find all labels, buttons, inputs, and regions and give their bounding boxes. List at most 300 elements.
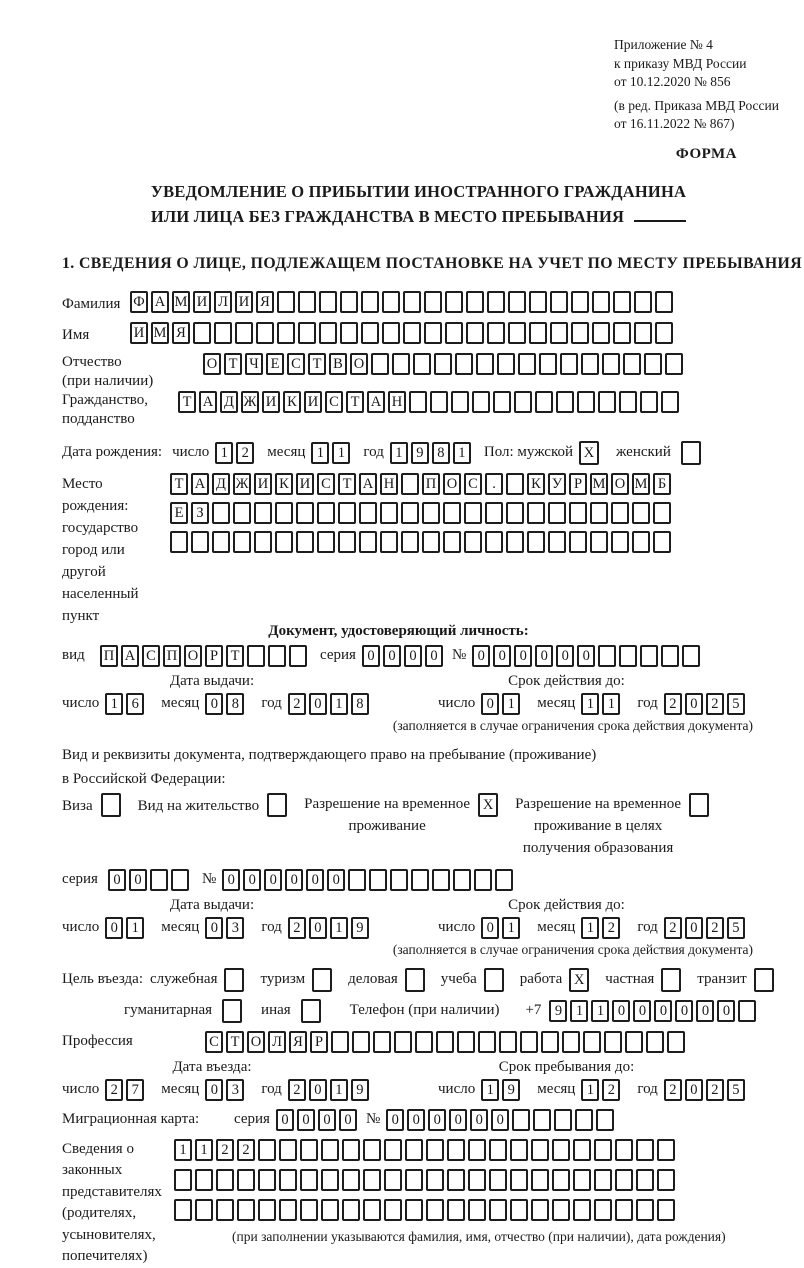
form-cell [279, 1139, 297, 1161]
entry-year-cells [288, 1079, 372, 1101]
form-cell: 3 [226, 917, 244, 939]
form-cell: 1 [453, 442, 471, 464]
sex-female-label: женский [616, 444, 671, 460]
form-cell [497, 353, 515, 375]
form-cell: 2 [216, 1139, 234, 1161]
form-cell [237, 1169, 255, 1191]
form-cell [653, 502, 671, 524]
form-cell [254, 502, 272, 524]
form-cell [445, 291, 463, 313]
form-cell [556, 391, 574, 413]
form-cell: 3 [226, 1079, 244, 1101]
form-cell [363, 1139, 381, 1161]
stay-doc-number-cells [222, 869, 516, 891]
form-cell: И [193, 291, 211, 313]
form-cell: 9 [411, 442, 429, 464]
form-cell [611, 531, 629, 553]
form-cell: Ж [233, 473, 251, 495]
given-name-cells [130, 322, 676, 344]
year-label: год [637, 1081, 658, 1097]
form-cell [447, 1169, 465, 1191]
title-underline [634, 220, 686, 222]
issue-year-cells [288, 693, 372, 715]
representatives-row3-cells [174, 1199, 726, 1221]
purpose-other-checkbox [301, 999, 324, 1023]
day-label: число [62, 1081, 100, 1097]
stay-doc-issue-date [62, 917, 422, 939]
form-cell: 0 [327, 869, 345, 891]
form-cell: 1 [481, 1079, 499, 1101]
form-cell: М [151, 322, 169, 344]
form-cell [455, 353, 473, 375]
form-cell: 0 [633, 1000, 651, 1022]
valid-year-cells [664, 693, 748, 715]
patronymic-row [62, 353, 775, 391]
form-cell [268, 645, 286, 667]
form-cell [529, 322, 547, 344]
form-cell [661, 391, 679, 413]
form-cell [384, 1169, 402, 1191]
form-cell: 0 [309, 917, 327, 939]
form-cell [592, 322, 610, 344]
citizenship-row [62, 391, 775, 429]
series-label: серия [234, 1111, 270, 1127]
temp-residence-option [304, 793, 501, 837]
form-cell [485, 531, 503, 553]
form-cell [224, 968, 244, 992]
form-cell: У [548, 473, 566, 495]
form-cell [338, 531, 356, 553]
form-cell [615, 1199, 633, 1221]
form-cell [237, 1199, 255, 1221]
form-cell [539, 353, 557, 375]
form-cell: 0 [264, 869, 282, 891]
form-cell [371, 353, 389, 375]
valid-until-header: Срок действия до: [508, 896, 625, 913]
form-cell: Я [172, 322, 190, 344]
form-cell [359, 502, 377, 524]
form-cell [562, 1031, 580, 1053]
entry-purpose-label: Цель въезда: [62, 971, 143, 987]
purpose-option-label: гуманитарная [124, 1002, 213, 1018]
form-cell: И [262, 391, 280, 413]
form-cell: 5 [727, 917, 745, 939]
form-cell: 9 [502, 1079, 520, 1101]
form-cell: С [205, 1031, 223, 1053]
form-cell [590, 531, 608, 553]
form-cell [101, 793, 121, 817]
form-cell [258, 1169, 276, 1191]
form-cell [430, 391, 448, 413]
form-cell [602, 353, 620, 375]
form-cell: О [184, 645, 202, 667]
form-cell: Е [170, 502, 188, 524]
form-cell: О [443, 473, 461, 495]
form-cell [738, 1000, 756, 1022]
form-cell [571, 291, 589, 313]
form-cell: 0 [428, 1109, 446, 1131]
migration-card-number-cells [386, 1109, 617, 1131]
form-cell [405, 968, 425, 992]
form-cell: И [235, 291, 253, 313]
day-label: число [438, 1081, 476, 1097]
migration-card-series-cells [276, 1109, 360, 1131]
representatives-row2-cells [174, 1169, 726, 1191]
form-cell [594, 1139, 612, 1161]
valid-day-cells [481, 693, 523, 715]
form-cell [615, 1169, 633, 1191]
temp-residence-checkbox [478, 793, 501, 817]
form-cell: 1 [330, 1079, 348, 1101]
restriction-note: (заполняется в случае ограничения срока действия документа) [392, 717, 753, 733]
form-cell: Ж [241, 391, 259, 413]
form-cell: Я [256, 291, 274, 313]
valid-until-header: Срок действия до: [508, 672, 625, 689]
form-cell: И [296, 473, 314, 495]
form-cell: П [100, 645, 118, 667]
stay-doc-series-row [62, 869, 775, 891]
form-cell: А [199, 391, 217, 413]
form-cell [594, 1169, 612, 1191]
day-label: число [62, 695, 100, 711]
form-cell [195, 1199, 213, 1221]
form-cell: 9 [351, 917, 369, 939]
form-cell: Т [226, 1031, 244, 1053]
section1-heading: 1. СВЕДЕНИЯ О ЛИЦЕ, ПОДЛЕЖАЩЕМ ПОСТАНОВКЕ НА УЧЕТ ПО МЕСТУ ПРЕБЫВАНИЯ [62, 254, 803, 272]
form-cell [510, 1199, 528, 1221]
form-cell [415, 1031, 433, 1053]
month-label: месяц [267, 444, 306, 460]
form-cell: 0 [339, 1109, 357, 1131]
form-cell [277, 291, 295, 313]
migration-card-label: Миграционная карта: [62, 1111, 200, 1127]
form-cell: 2 [236, 442, 254, 464]
form-cell [632, 531, 650, 553]
form-cell [569, 531, 587, 553]
form-cell: З [191, 502, 209, 524]
form-cell: 1 [570, 1000, 588, 1022]
form-cell: Т [338, 473, 356, 495]
form-cell [296, 502, 314, 524]
entry-month-cells [205, 1079, 247, 1101]
form-cell: 1 [390, 442, 408, 464]
form-cell [434, 353, 452, 375]
series-label: серия [320, 647, 356, 663]
form-cell [312, 968, 332, 992]
form-cell [661, 968, 681, 992]
form-cell: К [275, 473, 293, 495]
form-cell [466, 291, 484, 313]
profession-row [62, 1031, 775, 1053]
form-cell: 2 [237, 1139, 255, 1161]
form-cell: 0 [362, 645, 380, 667]
birth-place-row1-cells [170, 473, 674, 495]
form-cell [682, 645, 700, 667]
header-line: от 10.12.2020 № 856 [614, 74, 731, 89]
form-cell: 0 [675, 1000, 693, 1022]
form-cell [424, 291, 442, 313]
form-cell [592, 291, 610, 313]
form-cell: М [590, 473, 608, 495]
entry-day-cells [105, 1079, 147, 1101]
form-cell: X [569, 968, 589, 992]
form-cell [611, 502, 629, 524]
form-cell [233, 531, 251, 553]
form-cell [541, 1031, 559, 1053]
form-cell: 1 [174, 1139, 192, 1161]
form-cell [258, 1139, 276, 1161]
form-cell [655, 291, 673, 313]
form-cell: 2 [664, 917, 682, 939]
profession-cells [205, 1031, 688, 1053]
representatives-label: Сведения о законных представителях (родителях, усыновителях, попечителях) [62, 1140, 162, 1264]
month-label: месяц [161, 695, 200, 711]
form-cell: О [247, 1031, 265, 1053]
series-label: серия [62, 871, 98, 887]
form-cell [191, 531, 209, 553]
form-cell: 6 [126, 693, 144, 715]
form-cell [510, 1169, 528, 1191]
form-cell [401, 502, 419, 524]
form-cell: 0 [129, 869, 147, 891]
form-cell [657, 1199, 675, 1221]
form-cell [550, 322, 568, 344]
month-label: месяц [537, 919, 576, 935]
form-cell: Б [653, 473, 671, 495]
form-cell [531, 1169, 549, 1191]
phone-cells [549, 1000, 759, 1022]
form-cell: 2 [105, 1079, 123, 1101]
form-cell [443, 502, 461, 524]
form-cell [598, 645, 616, 667]
issue-date-header: Дата выдачи: [169, 896, 255, 913]
form-cell: 0 [306, 869, 324, 891]
form-cell [321, 1139, 339, 1161]
form-cell: 2 [664, 1079, 682, 1101]
form-title-line1: УВЕДОМЛЕНИЕ О ПРИБЫТИИ ИНОСТРАННОГО ГРАЖДАНИНА [150, 181, 687, 201]
header-line: (в ред. Приказа МВД России [614, 97, 779, 113]
form-cell [298, 291, 316, 313]
year-label: год [261, 919, 282, 935]
form-cell: 2 [706, 1079, 724, 1101]
form-cell [301, 999, 321, 1023]
form-cell: 0 [685, 693, 703, 715]
form-cell [583, 1031, 601, 1053]
form-cell: А [359, 473, 377, 495]
form-cell [254, 531, 272, 553]
form-cell [411, 869, 429, 891]
birth-place-row3-cells [170, 531, 674, 553]
form-cell: 1 [602, 693, 620, 715]
form-cell [150, 869, 168, 891]
form-cell [667, 1031, 685, 1053]
identity-doc-kind-row [62, 645, 775, 667]
form-cell [275, 531, 293, 553]
form-cell: 1 [215, 442, 233, 464]
form-cell [657, 1139, 675, 1161]
stay-doc-series-cells [108, 869, 192, 891]
valid-day-cells [481, 917, 523, 939]
stay-doc-dates [62, 897, 775, 939]
purpose-option-label: служебная [149, 971, 218, 987]
form-cell: 1 [581, 1079, 599, 1101]
edu-residence-option [515, 793, 712, 859]
birth-date-label: Дата рождения: [62, 444, 163, 460]
form-cell [447, 1199, 465, 1221]
form-cell [405, 1139, 423, 1161]
form-cell: Т [170, 473, 188, 495]
form-cell [596, 1109, 614, 1131]
form-cell [300, 1199, 318, 1221]
profession-label: Профессия [62, 1033, 133, 1049]
form-cell: С [325, 391, 343, 413]
form-cell [512, 1109, 530, 1131]
form-cell [575, 1109, 593, 1131]
representatives-note: (при заполнении указываются фамилия, имя, отчество (при наличии), дата рождения) [232, 1228, 726, 1244]
form-cell [403, 291, 421, 313]
surname-label: Фамилия [62, 295, 121, 312]
doc-kind-label: вид [62, 647, 85, 663]
purpose-option-label: работа [519, 971, 563, 987]
form-cell: А [121, 645, 139, 667]
header-line: от 16.11.2022 № 867) [614, 116, 735, 131]
form-cell [384, 1139, 402, 1161]
form-cell [531, 1139, 549, 1161]
form-cell: 0 [297, 1109, 315, 1131]
purpose-transit-checkbox [754, 968, 777, 992]
form-cell: 9 [549, 1000, 567, 1022]
form-cell [342, 1169, 360, 1191]
identity-doc-dates [62, 673, 775, 715]
stay-year-cells [664, 1079, 748, 1101]
stay-doc-intro: Вид и реквизиты документа, подтверждающего право на пребывание (проживание) в Российской Федерации: [62, 746, 597, 787]
purpose-study-checkbox [484, 968, 507, 992]
form-cell [426, 1169, 444, 1191]
form-cell [468, 1139, 486, 1161]
form-cell: 0 [386, 1109, 404, 1131]
form-cell: 9 [351, 1079, 369, 1101]
form-cell: К [283, 391, 301, 413]
restriction-note: (заполняется в случае ограничения срока действия документа) [392, 941, 753, 957]
purpose-official-checkbox [224, 968, 247, 992]
representatives-cells-block [174, 1139, 726, 1268]
visa-checkbox [101, 793, 124, 817]
form-cell [527, 502, 545, 524]
form-cell [405, 1199, 423, 1221]
form-cell [171, 869, 189, 891]
form-cell [380, 531, 398, 553]
form-cell [409, 391, 427, 413]
form-cell: 1 [332, 442, 350, 464]
surname-row [62, 291, 775, 317]
day-label: число [438, 919, 476, 935]
form-cell: X [579, 441, 599, 465]
form-cell [321, 1199, 339, 1221]
form-cell [644, 353, 662, 375]
form-cell [342, 1139, 360, 1161]
migration-card-row [62, 1109, 775, 1131]
form-cell [214, 322, 232, 344]
form-cell [487, 291, 505, 313]
form-cell [342, 1199, 360, 1221]
form-cell: С [317, 473, 335, 495]
form-cell: 1 [330, 917, 348, 939]
day-label: число [172, 444, 210, 460]
purpose-private-checkbox [661, 968, 684, 992]
form-cell [338, 502, 356, 524]
form-cell: 0 [493, 645, 511, 667]
month-label: месяц [161, 1081, 200, 1097]
form-cell [298, 322, 316, 344]
form-cell: Л [268, 1031, 286, 1053]
form-cell [247, 645, 265, 667]
citizenship-label: Гражданство, подданство [62, 391, 149, 427]
form-cell [361, 322, 379, 344]
form-cell [401, 473, 419, 495]
form-cell [577, 391, 595, 413]
form-cell [573, 1139, 591, 1161]
form-cell: 2 [706, 917, 724, 939]
purpose-option-label: иная [261, 1002, 291, 1018]
form-cell [443, 531, 461, 553]
purpose-business-checkbox [405, 968, 428, 992]
form-cell: Л [214, 291, 232, 313]
form-cell [527, 531, 545, 553]
form-cell [531, 1199, 549, 1221]
form-cell: 1 [581, 917, 599, 939]
document-reference-block [614, 36, 804, 134]
sex-male-checkbox [579, 441, 602, 465]
stay-until-header: Срок пребывания до: [498, 1058, 635, 1075]
form-cell [267, 793, 287, 817]
form-cell: 0 [717, 1000, 735, 1022]
form-cell: К [527, 473, 545, 495]
form-cell: 0 [309, 693, 327, 715]
form-cell [256, 322, 274, 344]
form-cell: Д [220, 391, 238, 413]
form-cell [636, 1139, 654, 1161]
form-cell [361, 291, 379, 313]
birth-month-cells [311, 442, 353, 464]
form-cell: . [485, 473, 503, 495]
birth-place-cells-block [170, 473, 674, 560]
given-name-row [62, 322, 775, 348]
forma-label: ФОРМА [675, 145, 737, 162]
form-cell [174, 1169, 192, 1191]
form-cell [754, 968, 774, 992]
form-cell [466, 322, 484, 344]
form-cell [348, 869, 366, 891]
form-cell: А [191, 473, 209, 495]
doc-number-cells [472, 645, 703, 667]
form-cell [472, 391, 490, 413]
purpose-work-checkbox [569, 968, 592, 992]
form-cell [390, 869, 408, 891]
form-cell: П [163, 645, 181, 667]
form-cell: 0 [383, 645, 401, 667]
form-cell [289, 645, 307, 667]
form-cell: 0 [276, 1109, 294, 1131]
form-cell [300, 1139, 318, 1161]
form-cell [478, 1031, 496, 1053]
form-cell: 0 [404, 645, 422, 667]
form-cell: 1 [311, 442, 329, 464]
form-cell [598, 391, 616, 413]
form-cell: С [142, 645, 160, 667]
form-cell [615, 1139, 633, 1161]
entry-date-header: Дата въезда: [172, 1058, 252, 1075]
form-cell: А [367, 391, 385, 413]
